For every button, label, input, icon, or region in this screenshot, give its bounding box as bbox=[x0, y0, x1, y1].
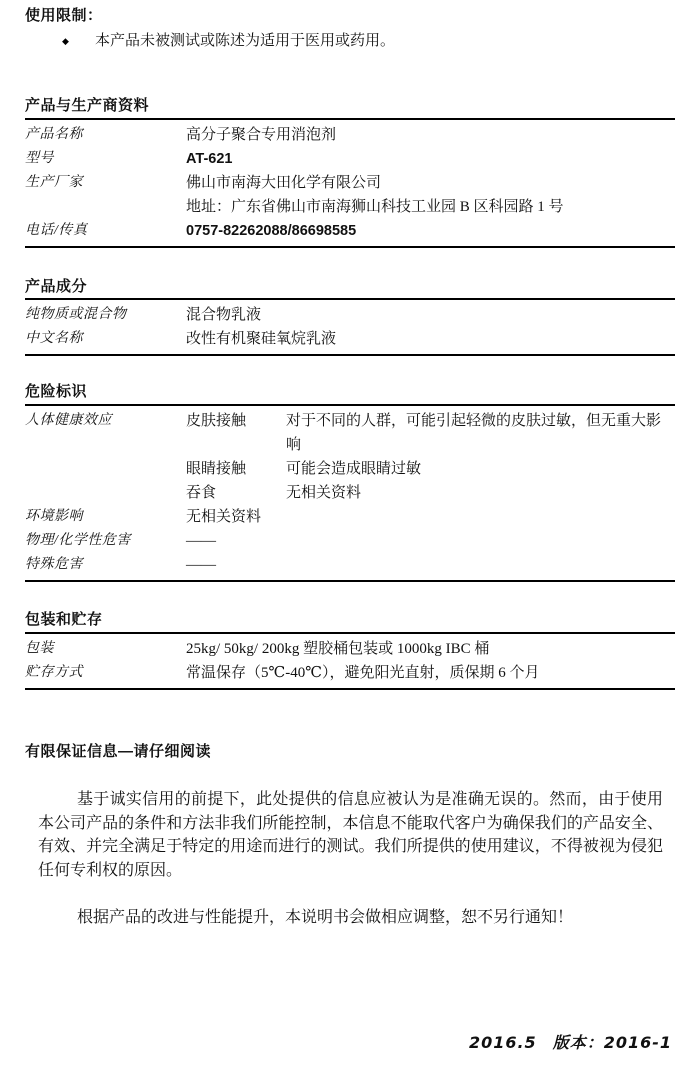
row-label-manufacturer: 生产厂家 bbox=[25, 175, 83, 190]
row-label-chinese-name: 中文名称 bbox=[25, 331, 83, 346]
rule-hazard-bottom bbox=[25, 580, 675, 582]
row-value-physical-chemical-hazard: —— bbox=[186, 533, 216, 549]
packaging-table bbox=[25, 634, 675, 685]
row-value-packaging: 25kg/ 50kg/ 200kg 塑胶桶包装或 1000kg IBC 桶 bbox=[186, 641, 490, 657]
section-title-product-info: 产品与生产商资料 bbox=[25, 97, 150, 114]
rule-packaging-bottom bbox=[25, 688, 675, 690]
row-value-special-hazard: —— bbox=[186, 557, 216, 573]
row-label-health-effects: 人体健康效应 bbox=[25, 413, 112, 428]
row-label-environmental-impact: 环境影响 bbox=[25, 509, 83, 524]
usage-restriction-title: 使用限制： bbox=[25, 7, 103, 24]
row-desc-skin-contact: 对于不同的人群，可能引起轻微的皮肤过敏，但无重大影响 bbox=[286, 413, 662, 453]
row-label-product-name: 产品名称 bbox=[25, 127, 83, 142]
row-value-storage: 常温保存（5℃-40℃），避免阳光直射，质保期 6 个月 bbox=[186, 665, 540, 681]
row-value-manufacturer: 佛山市南海大田化学有限公司 bbox=[186, 175, 382, 191]
usage-restriction-item bbox=[25, 33, 675, 50]
row-value-phone-fax: 0757-82262088/86698585 bbox=[186, 223, 357, 239]
warranty-paragraph-2: 根据产品的改进与性能提升，本说明书会做相应调整，恕不另行通知！ bbox=[77, 909, 574, 926]
row-label-storage: 贮存方式 bbox=[25, 665, 83, 680]
row-value-substance-type: 混合物乳液 bbox=[186, 307, 262, 323]
footer-version: 版本：2016-1 bbox=[552, 1033, 672, 1052]
row-value-environmental-impact: 无相关资料 bbox=[186, 509, 262, 525]
section-title-warranty: 有限保证信息—请仔细阅读 bbox=[25, 743, 212, 760]
rule-product-info-bottom bbox=[25, 246, 675, 248]
rule-composition-bottom bbox=[25, 354, 675, 356]
spacer-cell bbox=[25, 481, 186, 505]
row-label-model: 型号 bbox=[25, 151, 54, 166]
row-desc-eye-contact: 可能会造成眼睛过敏 bbox=[286, 461, 422, 477]
section-title-hazard: 危险标识 bbox=[25, 383, 88, 400]
section-title-composition: 产品成分 bbox=[25, 278, 88, 295]
row-label-phone-fax: 电话/传真 bbox=[25, 223, 88, 238]
row-label-physical-chemical-hazard: 物理/化学性危害 bbox=[25, 533, 131, 548]
row-value-model: AT-621 bbox=[186, 151, 233, 167]
row-label-substance-type: 纯物质或混合物 bbox=[25, 307, 127, 322]
composition-table bbox=[25, 300, 675, 351]
warranty-paragraph-1: 基于诚实信用的前提下，此处提供的信息应被认为是准确无误的。然而，由于使用本公司产品的条件和方法非我们所能控制，本信息不能取代客户为确保我们的产品安全、有效、并完全满足于特定的用途而进行的测试。我们所提供的使用建议，不得被视为侵犯任何专利权的原因。 bbox=[38, 791, 663, 879]
row-label-special-hazard: 特殊危害 bbox=[25, 557, 83, 572]
document-footer bbox=[469, 1030, 672, 1053]
row-value-address: 地址：广东省佛山市南海狮山科技工业园 B 区科园路 1 号 bbox=[186, 199, 564, 215]
hazard-table bbox=[25, 406, 675, 577]
spacer-cell bbox=[25, 457, 186, 481]
row-sub-eye-contact: 眼睛接触 bbox=[186, 461, 247, 477]
row-value-chinese-name: 改性有机聚硅氧烷乳液 bbox=[186, 331, 337, 347]
usage-restriction-text: 本产品未被测试或陈述为适用于医用或药用。 bbox=[95, 33, 396, 49]
diamond-bullet-icon: ◆ bbox=[62, 36, 69, 46]
row-label-packaging: 包装 bbox=[25, 641, 54, 656]
product-info-table bbox=[25, 120, 675, 243]
row-sub-ingestion: 吞食 bbox=[186, 485, 217, 501]
row-value-product-name: 高分子聚合专用消泡剂 bbox=[186, 127, 337, 143]
row-label-address-spacer bbox=[25, 195, 186, 219]
row-sub-skin-contact: 皮肤接触 bbox=[186, 413, 247, 429]
footer-date: 2016.5 bbox=[468, 1033, 537, 1052]
section-title-packaging: 包装和贮存 bbox=[25, 611, 103, 628]
row-desc-ingestion: 无相关资料 bbox=[286, 485, 362, 501]
